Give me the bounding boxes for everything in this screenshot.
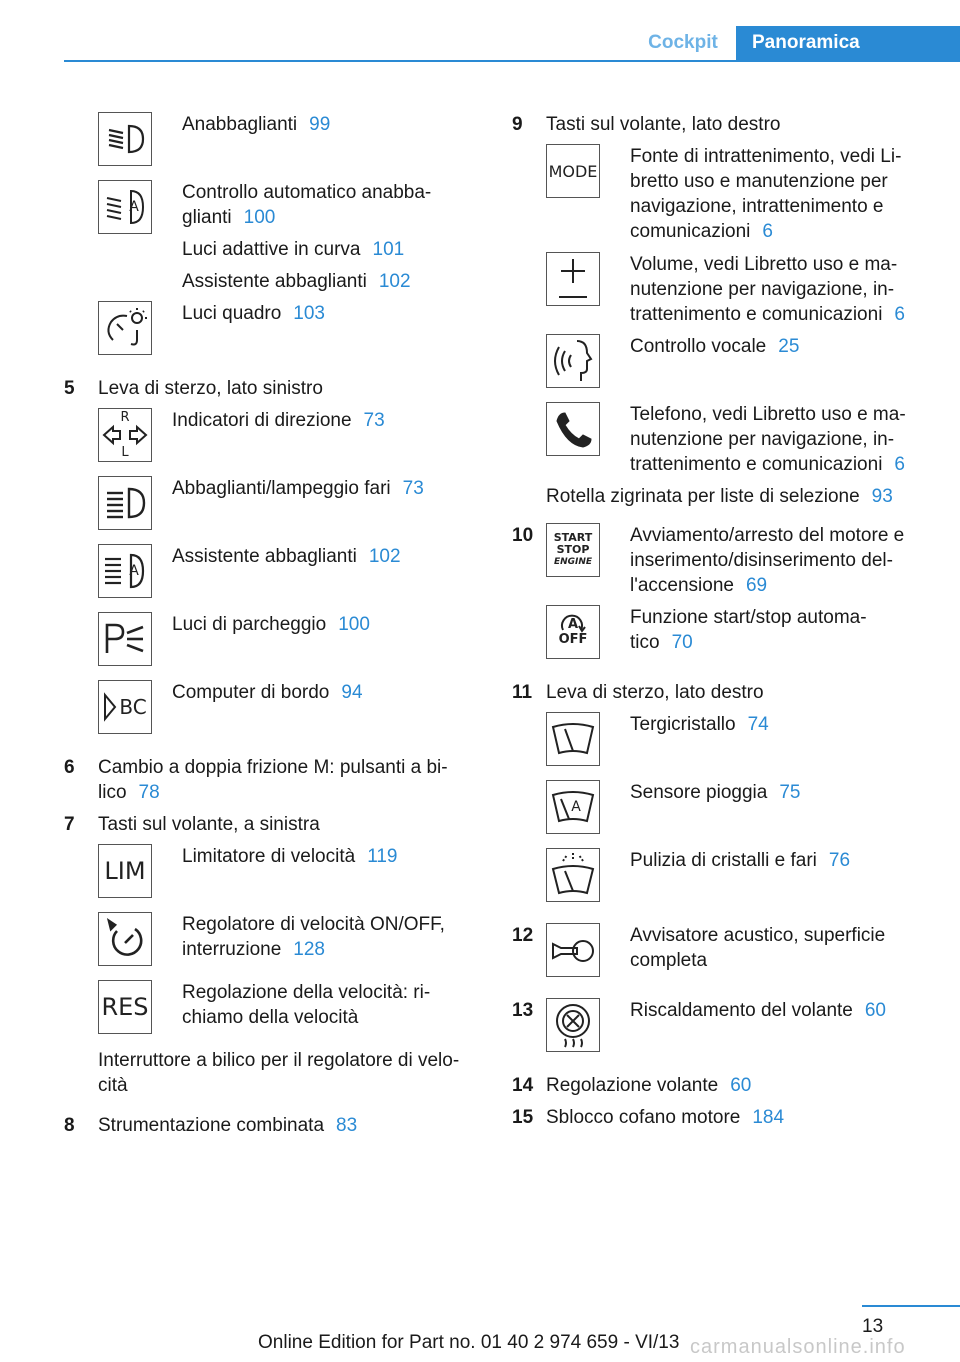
res-label: RES xyxy=(101,993,149,1021)
page-ref[interactable]: 99 xyxy=(309,114,331,135)
item-thumbwheel: Rotella zigrinata per liste di selezione 93 xyxy=(546,486,893,507)
watermark: carmanualsonline.info xyxy=(690,1336,906,1358)
parking-lights-icon xyxy=(98,612,152,666)
page-ref[interactable]: 83 xyxy=(336,1115,358,1136)
page-ref[interactable]: 100 xyxy=(338,614,370,635)
page-ref[interactable]: 25 xyxy=(778,336,800,357)
page-ref[interactable]: 70 xyxy=(671,632,693,653)
footer-rule xyxy=(862,1305,960,1307)
section-number: 10 xyxy=(512,525,534,546)
page-ref[interactable]: 76 xyxy=(828,850,851,871)
item-volume-2: nutenzione per navigazione, in- xyxy=(630,279,895,300)
item-auto-low-beam-2: glianti 100 xyxy=(182,207,276,228)
wiper-icon xyxy=(546,712,600,766)
item-instrument-lighting: Luci quadro 103 xyxy=(182,303,325,324)
res-button-icon xyxy=(98,980,152,1034)
item-phone-2: nutenzione per navigazione, in- xyxy=(630,429,895,450)
auto-low-beam-icon xyxy=(98,180,152,234)
tab-cockpit[interactable]: Cockpit xyxy=(648,32,718,53)
item-high-beam-assistant-2: Assistente abbaglianti 102 xyxy=(172,546,401,567)
item-parking-lights: Luci di parcheggio 100 xyxy=(172,614,370,635)
page-ref[interactable]: 78 xyxy=(138,782,160,803)
stop-text: STOP xyxy=(556,543,590,556)
page-ref[interactable]: 74 xyxy=(747,714,769,735)
item-entertainment-source: Fonte di intrattenimento, vedi Li- xyxy=(630,146,902,167)
page-ref[interactable]: 75 xyxy=(779,782,801,803)
a-letter: A xyxy=(567,617,579,632)
item-horn-2: completa xyxy=(630,950,708,971)
page-ref[interactable]: 184 xyxy=(752,1107,785,1128)
item-entertainment-source-4: comunicazioni 6 xyxy=(630,221,773,242)
section-title: Strumentazione combinata 83 xyxy=(98,1115,358,1136)
rain-sensor-letter: A xyxy=(571,799,581,815)
section-number: 8 xyxy=(64,1115,75,1136)
item-washer: Pulizia di cristalli e fari 76 xyxy=(630,850,851,871)
page-ref[interactable]: 100 xyxy=(243,207,276,228)
item-wipers: Tergicristallo 74 xyxy=(630,714,769,735)
assistant-letter: A xyxy=(129,563,139,579)
mode-button-icon xyxy=(546,144,600,198)
item-turn-signals: Indicatori di direzione 73 xyxy=(172,410,385,431)
item-adaptive-curve-lights: Luci adattive in curva 101 xyxy=(182,239,405,260)
section-number: 14 xyxy=(512,1075,534,1096)
page-ref[interactable]: 119 xyxy=(367,846,398,867)
steering-heating-icon xyxy=(546,998,600,1052)
section-title: Regolazione volante 60 xyxy=(546,1075,752,1096)
a-off-label xyxy=(547,606,599,658)
page-ref[interactable]: 102 xyxy=(368,546,401,567)
item-steering-heating: Riscaldamento del volante 60 xyxy=(630,1000,886,1021)
item-high-beam: Abbaglianti/lampeggio fari 73 xyxy=(172,478,424,499)
high-beam-assistant-icon xyxy=(98,544,152,598)
section-number: 6 xyxy=(64,757,75,778)
item-voice-control: Controllo vocale 25 xyxy=(630,336,800,357)
item-engine-start-3: l'accensione 69 xyxy=(630,575,768,596)
start-stop-label xyxy=(547,524,599,576)
item-horn: Avvisatore acustico, superficie xyxy=(630,925,886,946)
page-ref[interactable]: 6 xyxy=(894,454,905,475)
page-ref[interactable]: 6 xyxy=(762,221,773,242)
section-number: 5 xyxy=(64,378,75,399)
item-phone-3: trattenimento e comunicazioni 6 xyxy=(630,454,905,475)
page-ref[interactable]: 128 xyxy=(293,939,325,960)
section-number: 11 xyxy=(512,682,533,703)
page-number: 13 xyxy=(862,1316,884,1337)
tab-panoramica[interactable]: Panoramica xyxy=(736,26,960,60)
item-entertainment-source-2: bretto uso e manutenzione per xyxy=(630,171,888,192)
section-title-2: lico 78 xyxy=(98,782,160,803)
mode-label: MODE xyxy=(548,161,598,181)
volume-icon xyxy=(546,252,600,306)
page-ref[interactable]: 94 xyxy=(341,682,363,703)
edition-line: Online Edition for Part no. 01 40 2 974 659 - VI/13 xyxy=(258,1332,680,1353)
item-board-computer: Computer di bordo 94 xyxy=(172,682,363,703)
section-title: Cambio a doppia frizione M: pulsanti a bi- xyxy=(98,757,448,778)
section-number: 7 xyxy=(64,814,75,835)
rain-sensor-icon xyxy=(546,780,600,834)
item-volume: Volume, vedi Libretto uso e ma- xyxy=(630,254,898,275)
off-text: OFF xyxy=(558,632,588,647)
header-rule xyxy=(64,60,960,62)
item-cruise-control: Regolatore di velocità ON/OFF, xyxy=(182,914,445,935)
section-number: 15 xyxy=(512,1107,534,1128)
section-title: Leva di sterzo, lato destro xyxy=(546,682,764,703)
page-ref[interactable]: 60 xyxy=(864,1000,886,1021)
item-low-beam: Anabbaglianti 99 xyxy=(182,114,331,135)
section-number: 9 xyxy=(512,114,523,135)
voice-control-icon xyxy=(546,334,600,388)
section-title: Sblocco cofano motore 184 xyxy=(546,1107,785,1128)
item-rocker-switch: Interruttore a bilico per il regolatore di velo- xyxy=(98,1050,460,1071)
board-computer-icon xyxy=(98,680,152,734)
start-stop-engine-icon xyxy=(546,523,600,577)
low-beam-icon xyxy=(98,112,152,166)
washer-icon xyxy=(546,848,600,902)
phone-icon xyxy=(546,402,600,456)
bc-label: BC xyxy=(119,695,147,719)
section-title: Tasti sul volante, a sinistra xyxy=(98,814,320,835)
section-number: 12 xyxy=(512,925,534,946)
page-ref[interactable]: 93 xyxy=(871,486,893,507)
page-ref[interactable]: 102 xyxy=(378,271,411,292)
item-speed-limiter: Limitatore di velocità 119 xyxy=(182,846,398,867)
item-speed-resume-2: chiamo della velocità xyxy=(182,1007,359,1028)
turn-signal-icon xyxy=(98,408,152,462)
page-ref[interactable]: 6 xyxy=(894,304,905,325)
item-engine-start: Avviamento/arresto del motore e xyxy=(630,525,905,546)
auto-letter: A xyxy=(129,199,139,215)
item-rocker-switch-2: cità xyxy=(98,1075,128,1096)
turn-l-letter: L xyxy=(121,445,129,460)
item-auto-start-stop: Funzione start/stop automa- xyxy=(630,607,867,628)
page-ref[interactable]: 73 xyxy=(402,478,424,499)
page-ref[interactable]: 73 xyxy=(363,410,385,431)
page-ref[interactable]: 60 xyxy=(730,1075,752,1096)
section-title: Tasti sul volante, lato destro xyxy=(546,114,781,135)
section-title: Leva di sterzo, lato sinistro xyxy=(98,378,323,399)
item-phone: Telefono, vedi Libretto uso e ma- xyxy=(630,404,906,425)
page-ref[interactable]: 101 xyxy=(372,239,405,260)
item-rain-sensor: Sensore pioggia 75 xyxy=(630,782,801,803)
cruise-control-icon xyxy=(98,912,152,966)
item-auto-start-stop-2: tico 70 xyxy=(630,632,693,653)
item-engine-start-2: inserimento/disinserimento del- xyxy=(630,550,893,571)
turn-r-letter: R xyxy=(120,410,130,425)
horn-icon xyxy=(546,923,600,977)
start-text: START xyxy=(553,531,593,544)
item-speed-resume: Regolazione della velocità: ri- xyxy=(182,982,431,1003)
item-volume-3: trattenimento e comunicazioni 6 xyxy=(630,304,905,325)
item-auto-low-beam: Controllo automatico anabba- xyxy=(182,182,432,203)
page-ref[interactable]: 103 xyxy=(293,303,325,324)
engine-text: ENGINE xyxy=(553,557,593,567)
item-high-beam-assistant: Assistente abbaglianti 102 xyxy=(182,271,411,292)
item-cruise-control-2: interruzione 128 xyxy=(182,939,325,960)
item-entertainment-source-3: navigazione, intrattenimento e xyxy=(630,196,884,217)
lim-button-icon xyxy=(98,844,152,898)
page-ref[interactable]: 69 xyxy=(745,575,768,596)
high-beam-icon xyxy=(98,476,152,530)
section-number: 13 xyxy=(512,1000,534,1021)
lim-label: LIM xyxy=(104,857,146,885)
auto-start-stop-icon xyxy=(546,605,600,659)
instrument-lighting-icon xyxy=(98,301,152,355)
